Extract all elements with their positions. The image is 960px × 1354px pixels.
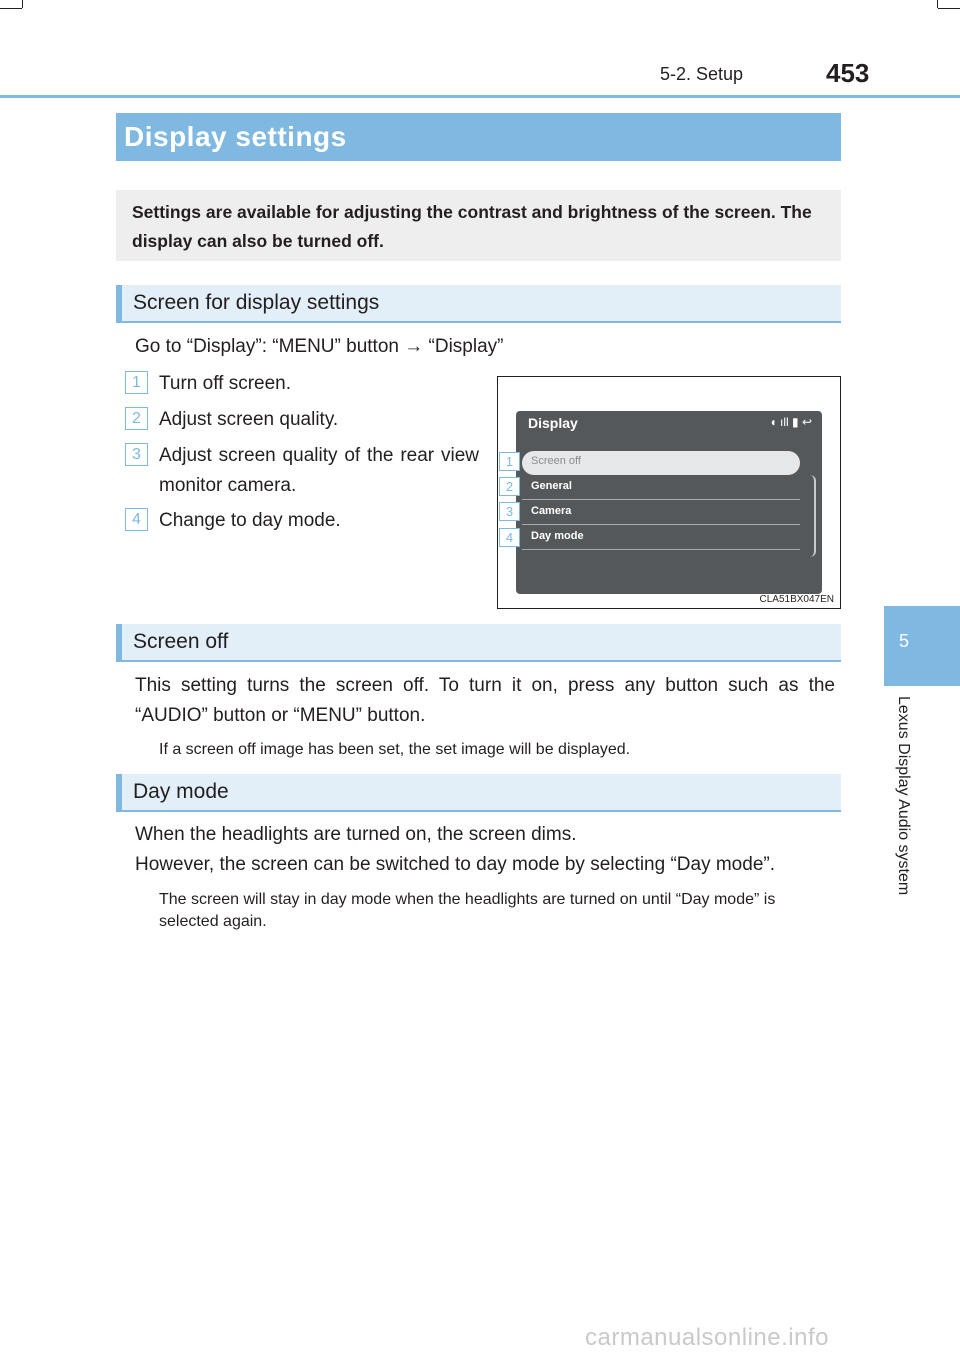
number-badge: 3 bbox=[125, 443, 148, 466]
crop-mark bbox=[0, 8, 22, 9]
menu-item-label: Day mode bbox=[531, 530, 584, 542]
callout-badge: 4 bbox=[499, 528, 520, 547]
page-title-bar bbox=[116, 113, 841, 161]
intro-box bbox=[116, 190, 841, 261]
section-heading-screen-for-display bbox=[116, 285, 841, 323]
section-heading-screen-off bbox=[116, 624, 841, 662]
chapter-number: 5 bbox=[898, 631, 909, 651]
screen-off-body: This setting turns the screen off. To turn it on, press any button such as the “AUDIO” button or “MENU” button. bbox=[135, 675, 835, 726]
callout-badge: 3 bbox=[499, 502, 520, 521]
number-badge: 1 bbox=[125, 371, 148, 394]
intro-text: Settings are available for adjusting the contrast and brightness of the screen. The display can also be turned off. bbox=[132, 202, 812, 251]
image-code: CLA51BX047EN bbox=[759, 594, 834, 605]
list-item-text: Adjust screen quality of the rear view monitor camera. bbox=[159, 445, 479, 496]
crop-mark bbox=[937, 0, 938, 8]
day-mode-note: The screen will stay in day mode when the headlights are turned on until “Day mode” is selected again. bbox=[159, 891, 776, 930]
header-rule bbox=[0, 95, 960, 98]
screen-off-note: If a screen off image has been set, the set image will be displayed. bbox=[159, 741, 631, 758]
status-icons: ◖ ıll ▮ ↩ bbox=[769, 415, 812, 429]
number-badge: 2 bbox=[125, 407, 148, 430]
instruction-text: Go to “Display”: “MENU” button → “Display” bbox=[135, 336, 504, 357]
callout-badge: 1 bbox=[499, 452, 520, 471]
list-item-text: Turn off screen. bbox=[159, 373, 292, 394]
section-heading-day-mode bbox=[116, 774, 841, 812]
day-mode-body-line1: When the headlights are turned on, the screen dims. bbox=[135, 824, 577, 845]
list-item bbox=[125, 506, 479, 538]
page-title: Display settings bbox=[124, 121, 347, 152]
running-header-section: 5-2. Setup bbox=[660, 64, 744, 84]
menu-item-general bbox=[522, 476, 800, 500]
list-item bbox=[125, 369, 479, 401]
list-item-text: Change to day mode. bbox=[159, 510, 341, 531]
crop-mark bbox=[938, 8, 960, 9]
day-mode-body-line2: However, the screen can be switched to day mode by selecting “Day mode”. bbox=[135, 854, 775, 875]
section-heading-text: Screen for display settings bbox=[133, 291, 380, 314]
list-item-text: Adjust screen quality. bbox=[159, 409, 339, 430]
scroll-arc bbox=[810, 475, 816, 557]
menu-item-screen-off bbox=[522, 451, 800, 475]
display-screen-illustration bbox=[497, 376, 841, 609]
menu-item-day-mode bbox=[522, 526, 800, 550]
watermark bbox=[0, 1322, 960, 1354]
list-item bbox=[125, 441, 479, 503]
callout-badge: 2 bbox=[499, 477, 520, 496]
section-heading-text: Day mode bbox=[133, 780, 229, 803]
screen-title: Display bbox=[528, 415, 578, 431]
section-heading-text: Screen off bbox=[133, 630, 229, 653]
crop-mark bbox=[22, 0, 23, 8]
number-badge: 4 bbox=[125, 508, 148, 531]
display-screen bbox=[516, 411, 822, 594]
list-item bbox=[125, 405, 479, 437]
watermark-text: carmanualsonline.info bbox=[585, 1324, 829, 1351]
menu-item-camera bbox=[522, 501, 800, 525]
menu-item-label: Screen off bbox=[531, 455, 581, 467]
page-number: 453 bbox=[826, 58, 870, 88]
menu-item-label: General bbox=[531, 480, 572, 492]
menu-item-label: Camera bbox=[531, 505, 572, 517]
chapter-title: Lexus Display Audio system bbox=[895, 696, 912, 896]
